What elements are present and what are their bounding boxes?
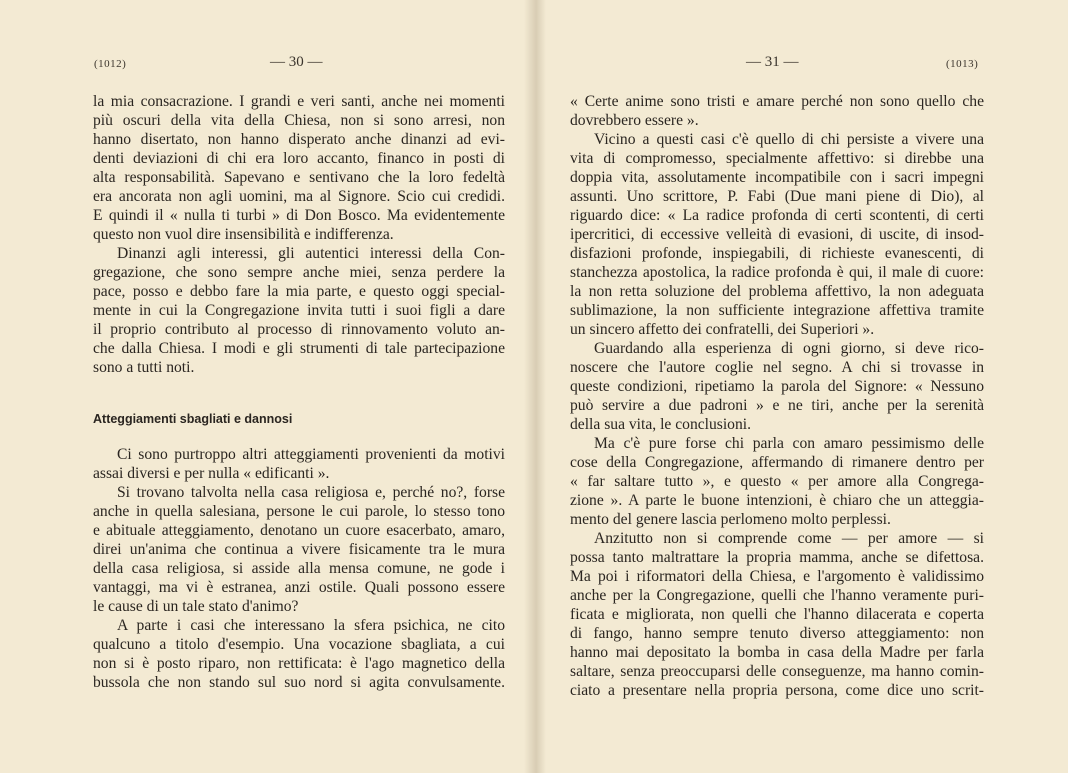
text-line: Ma poi i riformatori della Chiesa, e l'argomento è validissimo [570,568,984,585]
text-line: vantaggi, ma vi è estranea, anzi ostile. Quali possono essere [93,579,505,596]
text-line: il proprio contributo al processo di rinnovamento voluto an- [93,321,505,338]
text-line: Ma c'è pure forse chi parla con amaro pessimismo delle [594,435,984,452]
text-line: era ancorata non agli uomini, ma al Signore. Scio cui credidi. [93,188,505,205]
text-line: Dinanzi agli interessi, gli autentici interessi della Con- [117,245,505,262]
text-line: dovrebbero essere ». [570,112,699,129]
book-gutter [524,0,546,773]
text-line: pace, posso e debbo fare la mia parte, e questo oggi special- [93,283,505,300]
text-line: Vicino a questi casi c'è quello di chi persiste a vivere una [594,131,984,148]
text-line: Ci sono purtroppo altri atteggiamenti provenienti da motivi [117,446,505,463]
text-line: ipercritici, di eccessive velleità di evasioni, di uscite, di insod- [570,226,984,243]
text-line: zione ». A parte le buone intenzioni, è chiaro che un atteggia- [570,492,984,509]
text-line: della sua vita, le conclusioni. [570,416,752,433]
text-line: assai diversi e per nulla « edificanti ». [93,465,330,482]
text-line: stanchezza apostolica, la radice profonda è qui, il male di cuore: [570,264,984,281]
text-line: bussola che non stando sul suo nord si agita convulsamente. [93,674,505,691]
text-line: noscere che l'autore coglie nel segno. A chi si trovasse in [570,359,984,376]
text-line: sublimazione, la non sufficiente integrazione affettiva tramite [570,302,984,319]
text-line: hanno mai depositato la bomba in casa della Madre per farla [570,644,984,661]
text-line: disfazioni profonde, inspiegabili, di richieste evanescenti, di [570,245,984,262]
text-line: che dalla Chiesa. I modi e gli strumenti di tale partecipazione [93,340,505,357]
text-line: « Certe anime sono tristi e amare perché non sono quello che [570,93,984,110]
text-line: un sincero affetto dei confratelli, dei Superiori ». [570,321,875,338]
left-page-number: — 30 — [270,54,323,70]
text-line: cose della Congregazione, affermando di rimanere dentro per [570,454,984,471]
text-line: Si trovano talvolta nella casa religiosa e, perché no?, forse [117,484,505,501]
text-line: la mia consacrazione. I grandi e veri santi, anche nei momenti [93,93,505,110]
left-page-ref: (1012) [94,58,127,70]
text-line: e abituale atteggiamento, denotano un cuore esacerbato, amaro, [93,522,505,539]
text-line: « far saltare tutto », e questo « per amore alla Congrega- [570,473,984,490]
text-line: gregazione, che sono sempre anche miei, senza perdere la [93,264,505,281]
text-line: questo non vuol dire insensibilità e indifferenza. [93,226,394,243]
text-line: denti deviazioni di chi era loro accanto, financo in posti di [93,150,505,167]
text-line: ficata e migliorata, non quelli che l'hanno dilacerata e coperta [570,606,984,623]
text-line: Guardando alla esperienza di ogni giorno, si deve rico- [594,340,984,357]
right-page-ref: (1013) [946,58,979,70]
right-page [534,0,1068,773]
text-line: qualcuno a titolo d'esempio. Una vocazione sbagliata, a cui [93,636,505,653]
text-line: della casa religiosa, si asside alla mensa comune, ne gode i [93,560,505,577]
text-line: assunti. Uno scrittore, P. Fabi (Due mani piene di Dio), al [570,188,984,205]
text-line: vita di compromesso, specialmente affettivo: si direbbe una [570,150,984,167]
text-line: doppia vita, assolutamente incompatibile con i sacri impegni [570,169,984,186]
text-line: riguardo dice: « La radice profonda di certi scontenti, di certi [570,207,984,224]
text-line: anche in quella salesiana, persone le cui parole, lo stesso tono [93,503,505,520]
text-line: hanno disertato, non hanno disperato anche dinanzi ad evi- [93,131,505,148]
text-line: queste condizioni, ripetiamo la parola del Signore: « Nessuno [570,378,984,395]
text-line: saltare, senza preoccuparsi delle conseguenze, ma hanno comin- [570,663,984,680]
text-line: A parte i casi che interessano la sfera psichica, ne cito [117,617,505,634]
text-line: la non retta soluzione del problema affettivo, la non adeguata [570,283,984,300]
text-line: non si è posto riparo, non rettificata: è l'ago magnetico della [93,655,505,672]
text-line: può servire a due padroni » e ne tiri, anche per la serenità [570,397,984,414]
text-line: alta responsabilità. Sapevano e sentivano che la loro fedeltà [93,169,505,186]
text-line: direi un'anima che continua a vivere fisicamente tra le mura [93,541,505,558]
right-page-number: — 31 — [746,54,799,70]
text-line: di fango, hanno sempre tenuto diverso atteggiamento: non [570,625,984,642]
text-line: E quindi il « nulla ti turbi » di Don Bosco. Ma evidentemente [93,207,505,224]
text-line: ciato a presentare nella propria persona, come dice uno scrit- [570,682,984,699]
text-line: sono a tutti noti. [93,359,195,376]
text-line: più oscuri della vita della Chiesa, non si sono arresi, non [93,112,505,129]
text-line: mente in cui la Congregazione invita tutti i suoi figli a dare [93,302,505,319]
text-line: Anzitutto non si comprende come — per amore — si [594,530,984,547]
text-line: le cause di un tale stato d'animo? [93,598,299,615]
text-line: anche per la Congregazione, quelli che l'hanno veramente puri- [570,587,984,604]
section-heading: Atteggiamenti sbagliati e dannosi [93,412,293,426]
text-line: possa tanto maltrattare la propria mamma, anche se difettosa. [570,549,984,566]
text-line: mento del genere lascia perlomeno molto perplessi. [570,511,891,528]
